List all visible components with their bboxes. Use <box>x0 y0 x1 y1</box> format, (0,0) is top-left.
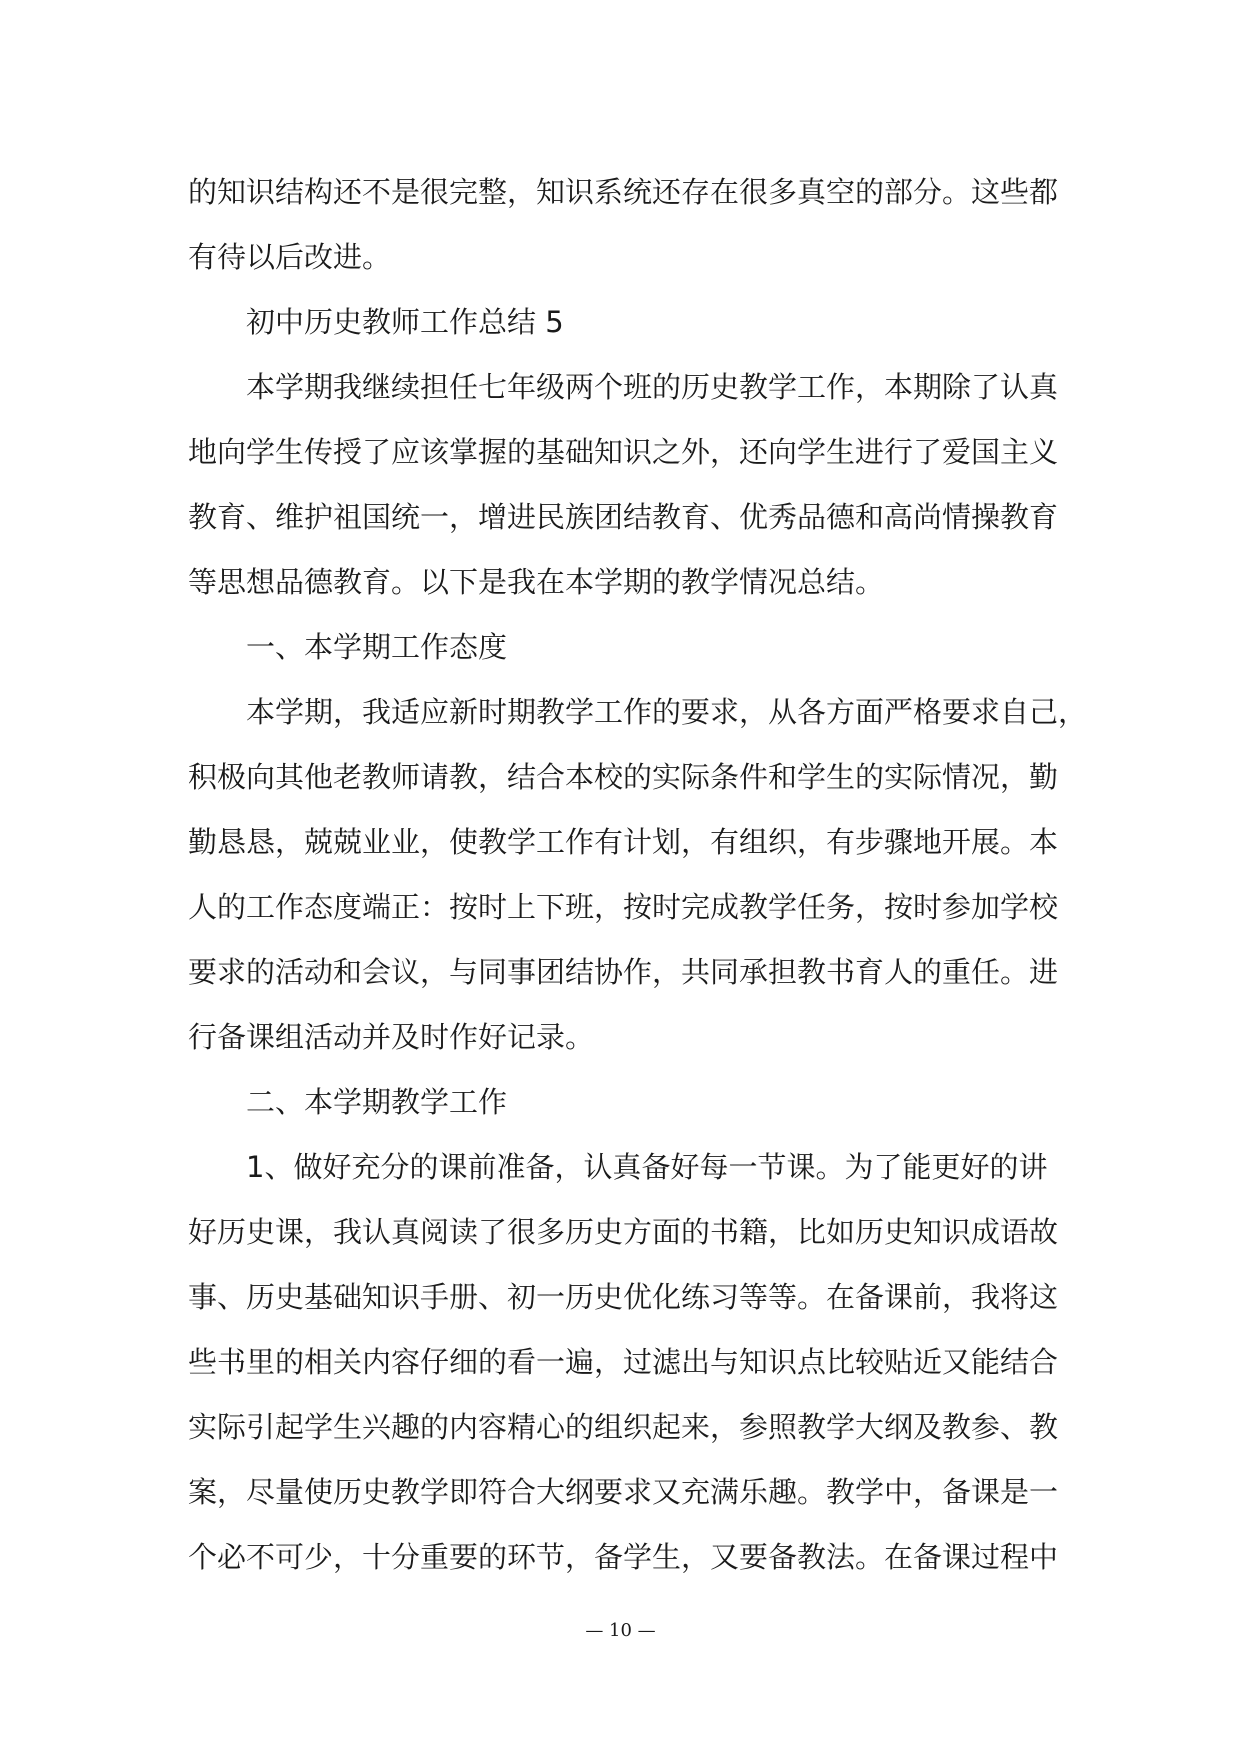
text-line: 一、本学期工作态度 <box>246 630 508 664</box>
page-number: — 10 — <box>585 1620 656 1641</box>
text-line: 事、历史基础知识手册、初一历史优化练习等等。在备课前，我将这 <box>188 1280 1059 1314</box>
text-line: 二、本学期教学工作 <box>246 1085 508 1119</box>
text-line: 些书里的相关内容仔细的看一遍，过滤出与知识点比较贴近又能结合 <box>188 1345 1059 1379</box>
text-line: 要求的活动和会议，与同事团结协作，共同承担教书育人的重任。进 <box>188 955 1059 989</box>
text-line: 个必不可少，十分重要的环节，备学生，又要备教法。在备课过程中 <box>188 1540 1059 1574</box>
text-line: 积极向其他老教师请教，结合本校的实际条件和学生的实际情况，勤 <box>188 760 1059 794</box>
text-line: 本学期我继续担任七年级两个班的历史教学工作，本期除了认真 <box>246 370 1059 404</box>
text-line: 1、做好充分的课前准备，认真备好每一节课。为了能更好的讲 <box>246 1150 1048 1184</box>
text-line: 等思想品德教育。以下是我在本学期的教学情况总结。 <box>188 565 885 599</box>
text-line: 地向学生传授了应该掌握的基础知识之外，还向学生进行了爱国主义 <box>188 435 1059 469</box>
text-line: 初中历史教师工作总结 5 <box>246 305 564 339</box>
text-line: 有待以后改进。 <box>188 240 392 274</box>
text-line: 勤恳恳，兢兢业业，使教学工作有计划，有组织，有步骤地开展。本 <box>188 825 1059 859</box>
document-body <box>188 160 1088 1590</box>
text-line: 本学期，我适应新时期教学工作的要求，从各方面严格要求自己， <box>246 695 1088 729</box>
text-line: 行备课组活动并及时作好记录。 <box>188 1020 595 1054</box>
text-line: 人的工作态度端正：按时上下班，按时完成教学任务，按时参加学校 <box>188 890 1059 924</box>
text-line: 案，尽量使历史教学即符合大纲要求又充满乐趣。教学中，备课是一 <box>188 1475 1059 1509</box>
text-line: 教育、维护祖国统一，增进民族团结教育、优秀品德和高尚情操教育 <box>188 500 1059 534</box>
text-line: 实际引起学生兴趣的内容精心的组织起来，参照教学大纲及教参、教 <box>188 1410 1059 1444</box>
text-line: 好历史课，我认真阅读了很多历史方面的书籍，比如历史知识成语故 <box>188 1215 1059 1249</box>
text-line: 的知识结构还不是很完整，知识系统还存在很多真空的部分。这些都 <box>188 175 1059 209</box>
